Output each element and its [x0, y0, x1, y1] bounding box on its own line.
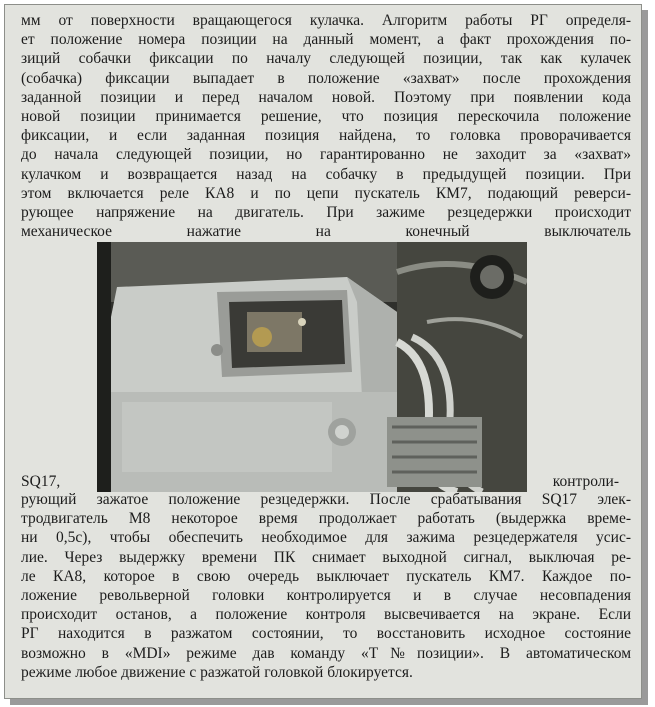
text-line: возможно в «MDI» режиме дав команду «Т№позиции». В автоматическом: [21, 644, 631, 662]
text-line-left: SQ17,: [21, 473, 61, 490]
text-line: до начала следующей позиции, но гарантированно не заходит за «захват»: [21, 146, 631, 164]
text-line: (собачка) фиксации выпадает в положение «захват» после прохождения: [21, 69, 631, 87]
text-line: фиксации, и если заданная позиция найдена, то головка проворачивается: [21, 127, 631, 145]
text-line: мм от поверхности вращающегося кулачка. Алгоритм работы РГ определя-: [21, 12, 631, 29]
machine-photo: [97, 242, 527, 492]
text-line-right: контроли-: [552, 473, 619, 490]
text-line: зиций собачки фиксации по началу следующей позиции, так как кулачек: [21, 50, 631, 68]
top-paragraph: [5, 11, 641, 241]
text-line: тродвигатель М8 некоторое время продолжает работать (выдержка време-: [21, 510, 631, 528]
text-line: рующий зажатое положение резцедержки. После срабатывания SQ17 элек-: [21, 491, 631, 508]
text-line: РГ находится в разжатом состоянии, то восстановить исходное состояние: [21, 625, 631, 643]
text-line: происходит останов, а положение контроля высвечивается на экране. Если: [21, 606, 631, 624]
text-line: рующее напряжение на двигатель. При зажиме резцедержки происходит: [21, 203, 631, 221]
text-line: лие. Через выдержку времени ПК снимает выходной сигнал, выключая ре-: [21, 548, 631, 566]
bottom-paragraph: [5, 490, 641, 682]
text-line: ле КА8, которое в свою очередь выключает пускатель КМ7. Каждое по-: [21, 567, 631, 585]
text-line: ни 0,5с), чтобы обеспечить необходимое для зажима резцедержателя усис-: [21, 529, 631, 547]
photo-caption-row: [5, 471, 641, 491]
text-line: ложение револьверной головки контролируется и в случае несовпадения: [21, 586, 631, 604]
scanned-page: [4, 4, 642, 699]
text-line: новой позиции принимается решение, что позиция переcкочила положение: [21, 107, 631, 125]
text-line: этом включается реле КА8 и по цепи пускатель КМ7, подающий реверси-: [21, 184, 631, 202]
text-line: заданной позиции и перед началом новой. Поэтому при появлении кода: [21, 88, 631, 106]
text-line: механическое нажатие на конечный выключатель: [21, 223, 631, 241]
text-line: режиме любое движение с разжатой головкой блокируется.: [21, 663, 413, 681]
text-line: ет положение номера позиции на данный момент, а факт прохождения по-: [21, 31, 631, 49]
text-line: кулачком и возвращается назад на собачку в предыдущей позиции. При: [21, 165, 631, 183]
